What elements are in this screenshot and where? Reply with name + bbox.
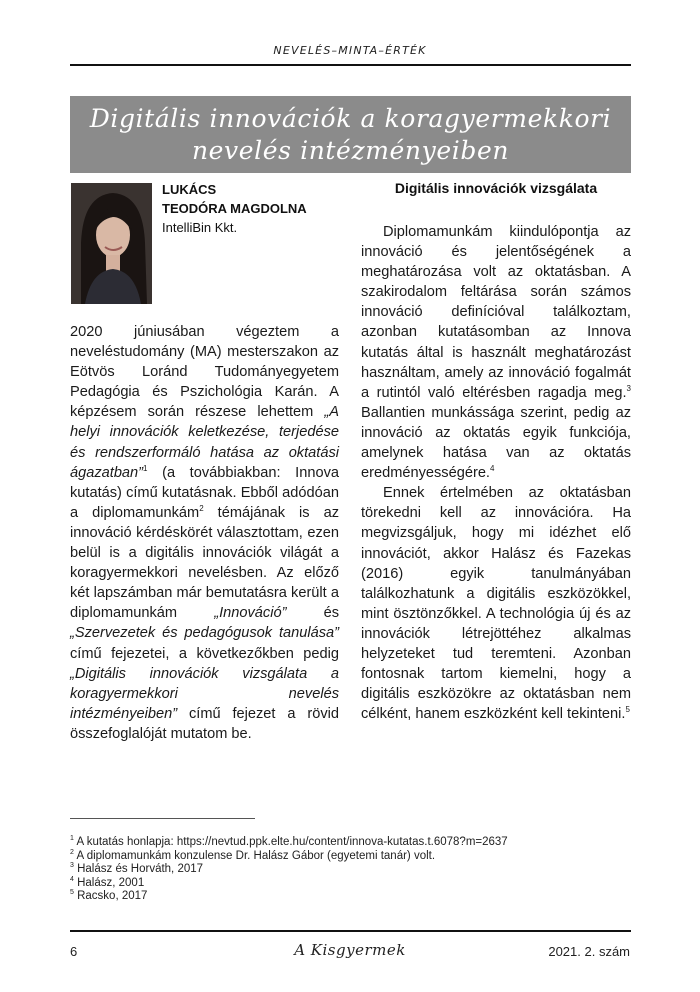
footnote-ref-4: 4 [490, 464, 495, 474]
footnote-ref-1: 1 [143, 463, 148, 473]
footnote-ref-2: 2 [199, 503, 204, 513]
text-run: című fejezet a rövid összefoglalóját mutatom be. [70, 705, 339, 742]
footnote-ref-5: 5 [625, 705, 630, 715]
magazine-name: A Kisgyermek [294, 941, 406, 959]
footnote-1 [70, 836, 631, 850]
footnote-number: 1 [70, 835, 74, 843]
italic-title: „Szervezetek és pedagógusok tanulása” [70, 625, 339, 642]
author-given-names: TEODÓRA MAGDOLNA [162, 201, 307, 216]
article-title-banner [70, 96, 631, 173]
footnote-2 [70, 850, 631, 864]
footnote-number: 5 [70, 889, 74, 897]
intro-paragraph [70, 322, 339, 744]
text-run: Diplomamunkám kiindulópontja az innováció és jelentőségének a meghatározása volt az oktatásban. A szakirodalom feltárása során számos innováció definícióval találkoztam, azonban kutatásomban az Innova kutatás által is használt meghatározást használtam, amely az innováció fogalmát a rutintól való eltérésben ragadja meg. [361, 224, 631, 401]
text-run: témájának is az innováció kérdéskörét választottam, ezen belül is a digitális innovációk világát a koragyermekkori nevelésben. Az előző két lapszámban már bemutatásra került a diplomamunkám [70, 504, 339, 622]
author-photo [71, 183, 152, 304]
right-column [361, 222, 631, 724]
author-portrait-icon [71, 183, 152, 304]
footnote-divider [70, 818, 255, 819]
footnote-3 [70, 863, 631, 877]
text-run: (a továbbiakban: Innova kutatás) című kutatásnak. Ebből adódóan a diplomamunkám [70, 464, 339, 521]
footnote-text: A diplomamunkám konzulense Dr. Halász Gábor (egyetemi tanár) volt. [73, 849, 436, 862]
italic-title: „Digitális innovációk vizsgálata a koragyermekkori nevelés intézményeiben” [70, 665, 339, 722]
text-run: Ballantien munkássága szerint, pedig az innováció az oktatás egyik funkciója, amelynek hatása van az oktatás eredményességére. [361, 404, 631, 482]
footnote-text: Halász és Horváth, 2017 [73, 863, 204, 876]
italic-title: „Innováció” [214, 605, 287, 622]
text-run: Ennek értelmében az oktatásban törekedni kell az innovációra. Ha megvizsgáljuk, hogy mi idézhet elő innovációt, akkor Halász és Fazekas (2016) egyik tanulmányában találkozhatunk a digitális eszközökkel, mint ösztönzőkkel. A technológia új és az innovációk létrejöttéhez alkalmas helyzeteket tud teremteni. Azonban fontosnak tartom kiemelni, hogy a digitális eszközökre az oktatásban nem célként, hanem eszközként kell tekinteni. [361, 485, 631, 723]
italic-title: „A helyi innovációk keletkezése, terjedése és rendszerformáló hatása az oktatási ágazatban” [70, 404, 339, 481]
footnote-text: Halász, 2001 [73, 876, 145, 889]
footnote-4 [70, 877, 631, 891]
author-surname: LUKÁCS [162, 182, 217, 197]
footnote-text: Racsko, 2017 [73, 890, 148, 903]
text-run: című fejezetei, a következőkben pedig [70, 645, 339, 662]
footnote-number: 4 [70, 875, 74, 883]
section-heading: Digitális innovációk vizsgálata [394, 180, 598, 196]
issue-label: 2021. 2. szám [548, 944, 630, 959]
text-run: és [286, 605, 340, 622]
running-head: NEVELÉS–MINTA–ÉRTÉK [273, 44, 427, 57]
footnote-ref-3: 3 [626, 383, 631, 393]
footnote-number: 3 [70, 862, 74, 870]
body-paragraph-2 [361, 483, 631, 724]
footnote-number: 2 [70, 848, 74, 856]
footnote-text: A kutatás honlapja: https://nevtud.ppk.elte.hu/content/innova-kutatas.t.6078?m=2637 [73, 836, 508, 848]
footnote-5 [70, 890, 631, 904]
body-paragraph-1 [361, 222, 631, 483]
text-run: 2020 júniusában végeztem a neveléstudomány (MA) mesterszakon az Eötvös Loránd Tudományegyetem Pedagógia és Pszichológia Karán. A képzésem során részese lehettem [70, 324, 339, 421]
page-number: 6 [70, 944, 78, 959]
article-title-line-2: nevelés intézményeiben [191, 135, 510, 165]
top-divider [70, 64, 631, 66]
footnotes [70, 836, 631, 904]
left-column [70, 322, 339, 744]
article-title-line-1: Digitális innovációk a koragyermekkori [89, 103, 612, 133]
bottom-divider [70, 930, 631, 932]
author-affiliation: IntelliBin Kkt. [162, 220, 238, 235]
